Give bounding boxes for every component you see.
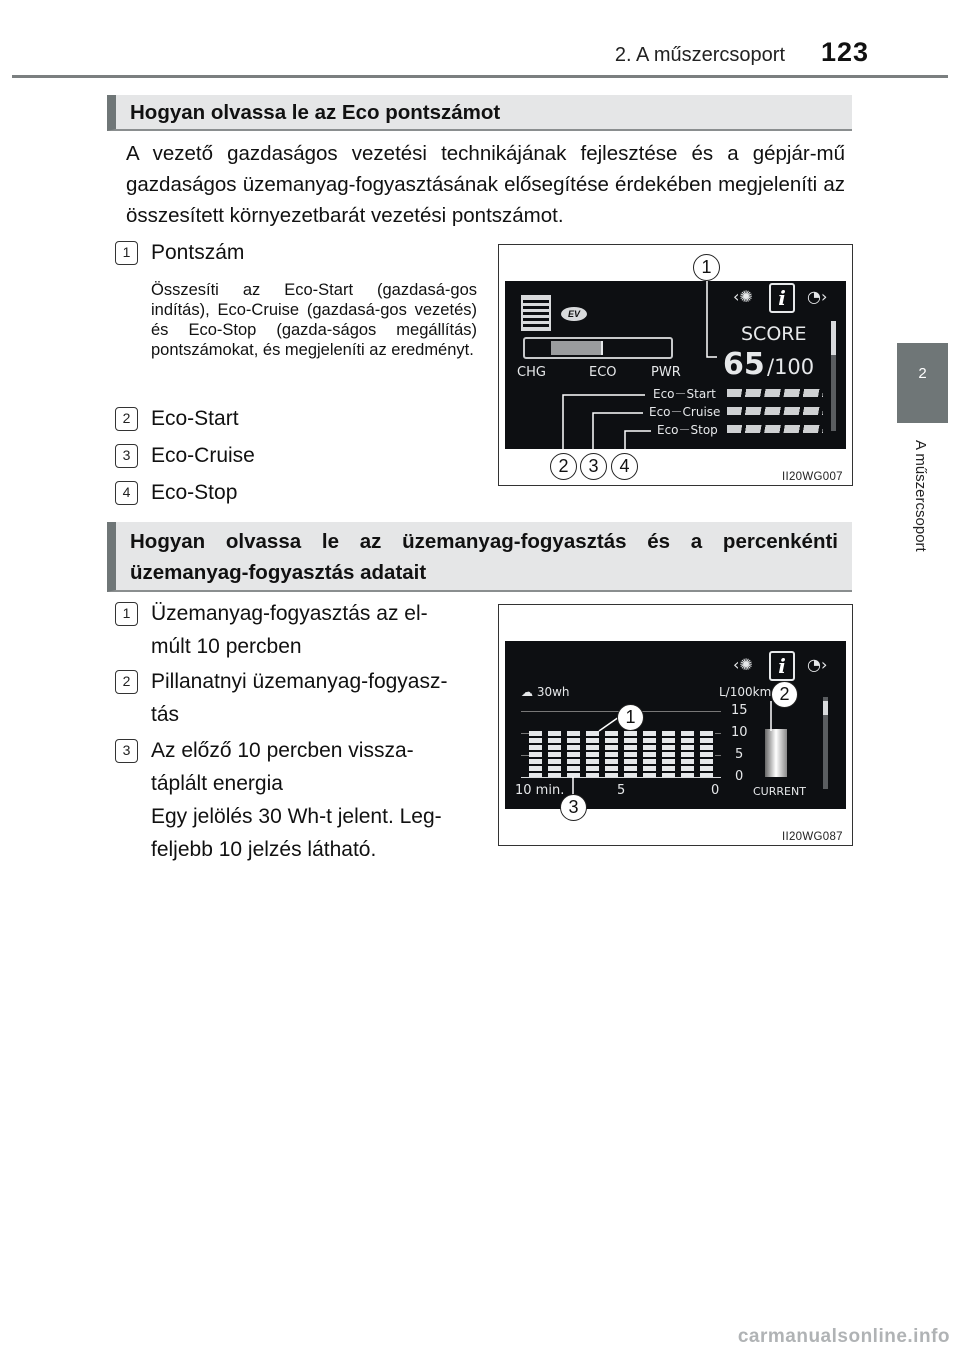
- unit-label: L/100km: [719, 685, 772, 699]
- callout-1: 1: [617, 704, 644, 731]
- callout-2: 2: [771, 681, 798, 708]
- leader-lines: [499, 245, 854, 487]
- eco-score-figure: [498, 244, 853, 486]
- ev-badge: EV: [561, 307, 587, 321]
- watermark-footer[interactable]: carmanualsonline.info: [737, 1326, 950, 1347]
- item-label: Eco-Cruise: [151, 444, 255, 467]
- chapter-title: 2. A műszercsoport: [614, 44, 785, 66]
- section1-intro: A vezető gazdaságos vezetési technikájának fejlesztése és a gépjár-mű gazdaságos üzemanyag-fogyasztásának elősegítése érdekében megjeleníti az összesített környezetbarát vezetési pontszámot.: [126, 142, 845, 227]
- score-max: /100: [767, 355, 815, 379]
- fuel-consumption-figure: [498, 604, 853, 846]
- callout-3: 3: [560, 794, 587, 821]
- regen-legend: ☁ 30wh: [521, 685, 570, 699]
- section-header-fuel-consumption: Hogyan olvassa le az üzemanyag-fogyasztás és a percenkénti üzemanyag-fogyasztás adatait: [107, 522, 852, 592]
- bar-label-eco: ECO: [589, 365, 617, 380]
- chapter-tab: 2: [897, 343, 948, 423]
- item-number: 4: [115, 481, 138, 505]
- settings-icon: ‹✺: [733, 287, 753, 306]
- item-number: 1: [115, 602, 138, 626]
- item-label: Pontszám: [151, 241, 245, 264]
- item-number: 2: [115, 670, 138, 694]
- callout-4: 4: [611, 453, 638, 480]
- x-label-10min: 10 min.: [515, 783, 565, 798]
- chapter-tab-label: A műszercsoport: [912, 440, 929, 552]
- y-tick-10: 10: [731, 725, 748, 740]
- eco-stop-label: Eco－Stop: [657, 423, 718, 437]
- item-label: Pillanatnyi üzemanyag-fogyasz- tás: [151, 670, 448, 726]
- x-label-0: 0: [711, 783, 720, 798]
- score-value: 65: [723, 347, 765, 382]
- item-description: Összesíti az Eco-Start (gazdasá-gos indítás), Eco-Cruise (gazdasá-gos vezetés) és Eco-Stop (gazda-ságos megállítás) pontszámokat, és megjeleníti az eredményt.: [151, 281, 477, 359]
- y-tick-5: 5: [735, 747, 744, 762]
- leader-lines: [499, 605, 854, 847]
- gauge-icon: ◔›: [807, 287, 828, 306]
- item-label: Az előző 10 percben vissza- táplált energia Egy jelölés 30 Wh-t jelent. Leg- feljebb 10 jelzés látható.: [151, 739, 442, 861]
- figure-code: II20WG007: [782, 471, 843, 483]
- item-label: Üzemanyag-fogyasztás az el- múlt 10 percben: [151, 602, 428, 658]
- figure-code: II20WG087: [782, 831, 843, 843]
- info-icon: i: [769, 283, 795, 313]
- page-number: 123: [820, 37, 870, 67]
- current-label: CURRENT: [753, 785, 806, 798]
- score-label: SCORE: [741, 323, 807, 345]
- regen-legend-icon: ☁: [521, 685, 537, 699]
- y-tick-15: 15: [731, 703, 748, 718]
- item-label: Eco-Stop: [151, 481, 238, 504]
- item-number: 1: [115, 241, 138, 265]
- eco-cruise-label: Eco－Cruise: [649, 405, 721, 419]
- callout-1: 1: [693, 254, 720, 281]
- item-number: 3: [115, 739, 138, 763]
- info-icon: i: [769, 651, 795, 681]
- settings-icon: ‹✺: [733, 655, 753, 674]
- item-number: 2: [115, 407, 138, 431]
- bar-label-chg: CHG: [517, 365, 546, 380]
- y-tick-0: 0: [735, 769, 744, 784]
- item-label: Eco-Start: [151, 407, 239, 430]
- eco-start-label: Eco－Start: [653, 387, 716, 401]
- item-number: 3: [115, 444, 138, 468]
- callout-3: 3: [580, 453, 607, 480]
- callout-2: 2: [550, 453, 577, 480]
- section-header-eco-score: Hogyan olvassa le az Eco pontszámot: [107, 95, 852, 131]
- bar-label-pwr: PWR: [651, 365, 681, 380]
- gauge-icon: ◔›: [807, 655, 828, 674]
- x-label-5: 5: [617, 783, 626, 798]
- header-divider: [12, 75, 948, 78]
